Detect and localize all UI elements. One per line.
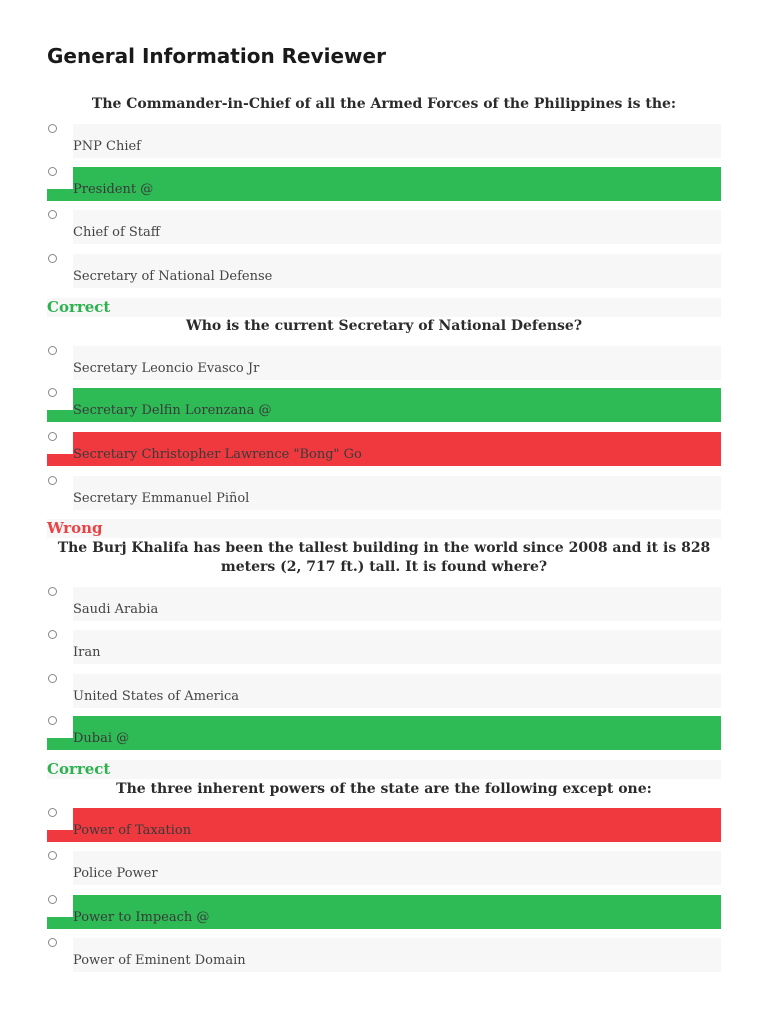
radio-button[interactable] <box>48 895 57 904</box>
radio-button[interactable] <box>48 851 57 860</box>
question-4-text: The three inherent powers of the state are the following except one: <box>116 781 652 797</box>
radio-button[interactable] <box>48 808 57 817</box>
option-label: United States of America <box>73 689 240 704</box>
q3-option-3[interactable] <box>47 674 721 708</box>
option-label: Police Power <box>73 866 158 881</box>
radio-button[interactable] <box>48 938 57 947</box>
option-label: Chief of Staff <box>73 225 161 240</box>
q2-option-2[interactable] <box>47 388 721 422</box>
q3-option-1[interactable] <box>47 587 721 621</box>
q2-option-4[interactable] <box>47 476 721 510</box>
option-label: PNP Chief <box>73 139 141 154</box>
radio-button[interactable] <box>48 167 57 176</box>
option-label: Secretary of National Defense <box>73 269 273 284</box>
q1-result-badge: Correct <box>47 298 721 317</box>
question-1-text: The Commander-in-Chief of all the Armed Forces of the Philippines is the: <box>91 96 677 112</box>
q4-option-1[interactable] <box>47 808 721 842</box>
option-label: Power of Eminent Domain <box>73 953 246 968</box>
option-label: President @ <box>73 182 154 197</box>
q4-option-2[interactable] <box>47 851 721 885</box>
radio-button[interactable] <box>48 716 57 725</box>
option-label: Power of Taxation <box>73 823 192 838</box>
option-label: Power to Impeach @ <box>73 910 210 925</box>
q1-option-4[interactable] <box>47 254 721 288</box>
q3-option-4[interactable] <box>47 716 721 750</box>
option-label: Iran <box>73 645 101 660</box>
question-2-text: Who is the current Secretary of National Defense? <box>185 318 583 334</box>
radio-button[interactable] <box>48 432 57 441</box>
page-title: General Information Reviewer <box>47 44 386 68</box>
option-label: Dubai @ <box>73 731 130 746</box>
q2-option-3[interactable] <box>47 432 721 466</box>
q2-result-badge: Wrong <box>47 519 721 538</box>
q1-option-2[interactable] <box>47 167 721 201</box>
option-label: Saudi Arabia <box>73 602 159 617</box>
option-label: Secretary Leoncio Evasco Jr <box>73 361 260 376</box>
radio-button[interactable] <box>48 630 57 639</box>
q2-option-1[interactable] <box>47 346 721 380</box>
q4-option-4[interactable] <box>47 938 721 972</box>
radio-button[interactable] <box>48 346 57 355</box>
option-label: Secretary Emmanuel Piñol <box>73 491 250 506</box>
option-label: Secretary Delfin Lorenzana @ <box>73 403 272 418</box>
q3-result-badge: Correct <box>47 760 721 779</box>
radio-button[interactable] <box>48 254 57 263</box>
question-3-text: The Burj Khalifa has been the tallest building in the world since 2008 and it is 828 meters (2, 717 ft.) tall. It is found where? <box>57 540 711 575</box>
q3-option-2[interactable] <box>47 630 721 664</box>
radio-button[interactable] <box>48 587 57 596</box>
radio-button[interactable] <box>48 476 57 485</box>
option-label: Secretary Christopher Lawrence "Bong" Go <box>73 447 362 462</box>
q4-option-3[interactable] <box>47 895 721 929</box>
radio-button[interactable] <box>48 210 57 219</box>
q1-option-1[interactable] <box>47 124 721 158</box>
q1-option-3[interactable] <box>47 210 721 244</box>
radio-button[interactable] <box>48 124 57 133</box>
radio-button[interactable] <box>48 674 57 683</box>
radio-button[interactable] <box>48 388 57 397</box>
